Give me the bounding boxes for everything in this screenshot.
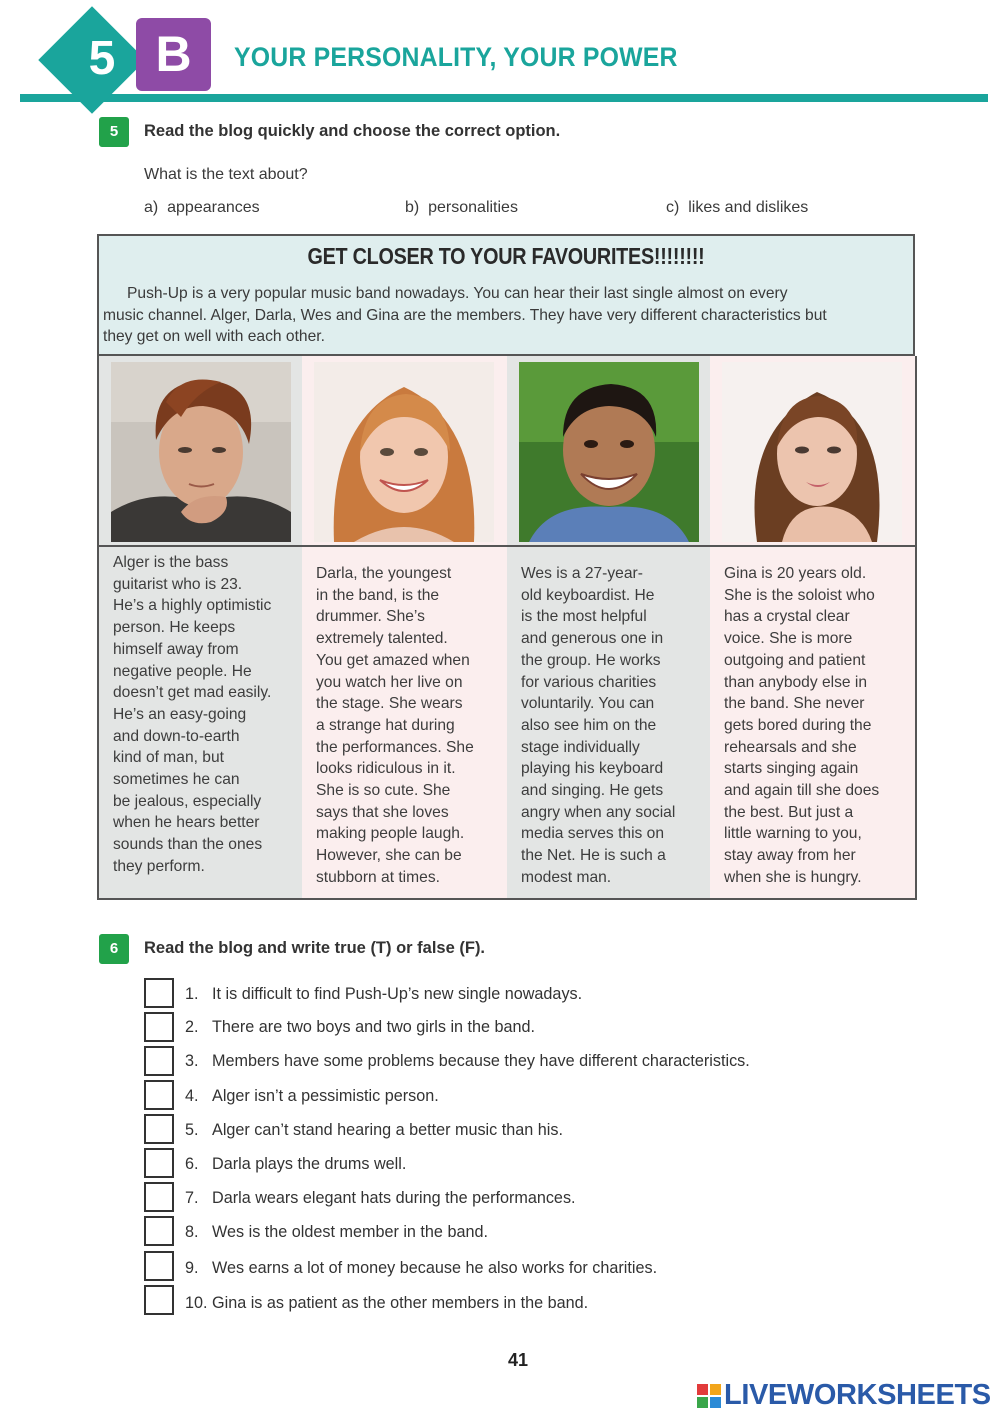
card-divider	[507, 545, 710, 547]
answer-box-10[interactable]	[144, 1285, 174, 1315]
unit-title: YOUR PERSONALITY, YOUR POWER	[234, 42, 678, 72]
answer-box-7[interactable]	[144, 1182, 174, 1212]
option-letter: c)	[666, 199, 680, 216]
exercise-5-number: 5	[99, 117, 129, 147]
lesson-letter: B	[136, 18, 211, 91]
statement-3: 3. Members have some problems because they have different characteristics.	[185, 1052, 750, 1070]
member-card-gina	[710, 356, 917, 900]
header-rule	[20, 94, 988, 102]
option-a[interactable]	[144, 199, 260, 217]
liveworksheets-wordmark: LIVEWORKSHEETS	[724, 1379, 991, 1411]
blog-title: GET CLOSER TO YOUR FAVOURITES!!!!!!!!	[307, 243, 705, 269]
answer-box-9[interactable]	[144, 1251, 174, 1281]
young-woman-portrait-icon	[722, 362, 902, 542]
young-man-portrait-icon	[111, 362, 291, 542]
statement-9: 9. Wes earns a lot of money because he also works for charities.	[185, 1259, 658, 1277]
option-text: personalities	[428, 199, 518, 216]
option-text: appearances	[167, 199, 260, 216]
liveworksheets-logo	[697, 1379, 991, 1412]
blog-intro	[103, 283, 913, 348]
answer-box-3[interactable]	[144, 1046, 174, 1076]
page-number: 41	[507, 1350, 529, 1370]
intro-line: music channel. Alger, Darla, Wes and Gina are the members. They have very different characteristics but	[103, 306, 827, 324]
member-card-alger	[97, 356, 304, 900]
exercise-5-question: What is the text about?	[144, 166, 308, 183]
statement-6: 6. Darla plays the drums well.	[185, 1155, 407, 1173]
card-divider	[99, 545, 302, 547]
member-description-alger: Alger is the bass guitarist who is 23. He’s a highly optimistic person. He keeps himself away from negative people. He doesn’t get mad easily. He’s an easy-going and down-to-earth kind of man, but sometimes he can be jealous, especially when he hears better sounds than the ones they perform.	[113, 554, 272, 875]
option-letter: b)	[405, 199, 420, 216]
intro-line: they get on well with each other.	[103, 328, 325, 345]
statement-7: 7. Darla wears elegant hats during the performances.	[185, 1189, 576, 1207]
statement-5: 5. Alger can’t stand hearing a better music than his.	[185, 1121, 563, 1139]
unit-number: 5	[88, 32, 116, 85]
answer-box-4[interactable]	[144, 1080, 174, 1110]
answer-box-5[interactable]	[144, 1114, 174, 1144]
answer-box-2[interactable]	[144, 1012, 174, 1042]
option-c[interactable]	[666, 199, 808, 217]
exercise-6-instruction: Read the blog and write true (T) or false (F).	[144, 939, 486, 957]
card-divider	[302, 545, 507, 547]
member-description-gina: Gina is 20 years old. She is the soloist who has a crystal clear voice. She is more outgoing and patient than anybody else in the band. She never gets bored during the rehearsals and she starts singing again and again till she does the best. But just a little warning to you, stay away from her when she is hungry.	[724, 565, 880, 886]
statement-2: 2. There are two boys and two girls in the band.	[185, 1018, 536, 1036]
member-description-darla: Darla, the youngest in the band, is the drummer. She’s extremely talented. You get amazed when you watch her live on the stage. She wears a strange hat during the performances. She looks ridiculous in it. She is so cute. She says that she loves making people laugh. However, she can be stubborn at times.	[316, 565, 474, 886]
smiling-man-portrait-icon	[519, 362, 699, 542]
answer-box-6[interactable]	[144, 1148, 174, 1178]
exercise-5-instruction: Read the blog quickly and choose the correct option.	[144, 122, 561, 140]
liveworksheets-grid-icon	[697, 1384, 721, 1408]
option-letter: a)	[144, 199, 159, 216]
exercise-6-number: 6	[99, 934, 129, 964]
option-b[interactable]	[405, 199, 518, 217]
option-text: likes and dislikes	[688, 199, 809, 216]
smiling-red-haired-woman-portrait-icon	[314, 362, 494, 542]
statement-10: 10. Gina is as patient as the other members in the band.	[185, 1294, 589, 1312]
statement-4: 4. Alger isn’t a pessimistic person.	[185, 1087, 439, 1105]
card-divider	[710, 545, 915, 547]
statement-8: 8. Wes is the oldest member in the band.	[185, 1223, 488, 1241]
answer-box-8[interactable]	[144, 1216, 174, 1246]
member-description-wes: Wes is a 27-year- old keyboardist. He is the most helpful and generous one in the group. He works for various charities voluntarily. You can also see him on the stage individually playing his keyboard and singing. He gets angry when any social media serves this on the Net. He is such a modest man.	[521, 565, 676, 886]
intro-line: Push-Up is a very popular music band nowadays. You can hear their last single almost on every	[127, 285, 788, 302]
statement-1: 1. It is difficult to find Push-Up’s new single nowadays.	[185, 985, 583, 1003]
member-card-wes	[507, 356, 712, 900]
member-card-darla	[302, 356, 509, 900]
answer-box-1[interactable]	[144, 978, 174, 1008]
